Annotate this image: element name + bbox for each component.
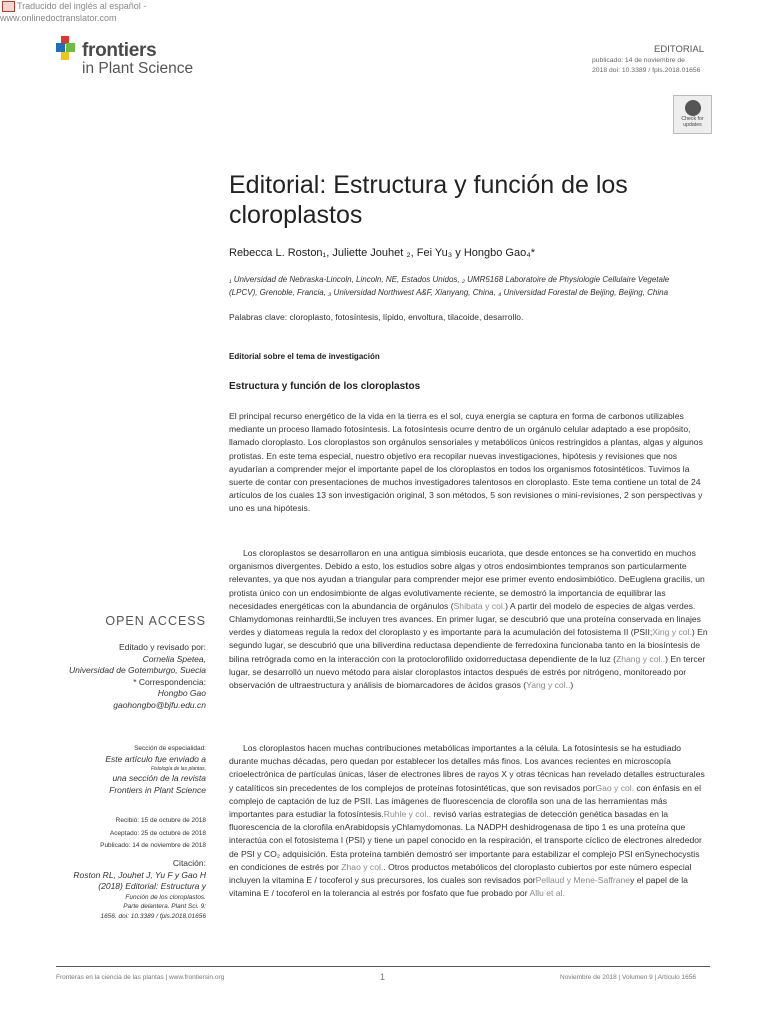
journal-logo (56, 34, 216, 80)
section-title: Estructura y función de los cloroplastos (229, 381, 421, 392)
received-date: Recibió: 15 de octubre de 2018 (115, 817, 206, 824)
research-topic[interactable]: Editorial sobre el tema de investigación (229, 352, 380, 361)
citation-line-5[interactable]: 1656. doi: 10.3389 / fpls.2018.01656 (100, 912, 206, 920)
page-number: 1 (380, 972, 386, 982)
citation-link[interactable]: Zhang y col.. (615, 653, 666, 664)
citation-link[interactable]: Ruhle y col.. (383, 809, 432, 820)
citation-line-2: (2018) Editorial: Estructura y (98, 881, 206, 891)
citation-link[interactable]: Zhao y col. (341, 861, 384, 872)
sidebar-citation (56, 858, 206, 921)
accepted-date: Aceptado: 25 de octubre de 2018 (109, 829, 206, 837)
editor-name[interactable]: Cornelia Spetea, (142, 653, 206, 664)
published-date-sidebar: Publicado: 14 de noviembre de 2018 (100, 842, 206, 849)
affiliations: ₁ Universidad de Nebraska-Lincoln, Lincoln, NE, Estados Unidos, ₂ UMR5168 Laboratoire de Physiologie Cellulaire Vegetale (LPCV), Grenoble, Francia, ₃ Universidad Northwest A&F, Xianyang, China, ₄ Universidad Forestal de Beijing, Beijing, China (229, 275, 670, 297)
paragraph-1: El principal recurso energético de la vida en la tierra es el sol, cuya energía se captura en forma de carbonos utilizables mediante un proceso llamado fotosíntesis. La fotosíntesis ocurre dentro de un orgánulo celular adaptado a ese propósito, llamado cloroplasto. Los cloroplastos son orgánulos sensoriales y metabólicos únicos restringidos a plantas, algas y algunos protistas. En este tema especial, nuestro objetivo era recopilar nuevas investigaciones, hipótesis y revisiones que nos ayudarían a comprender mejor el importante papel de los cloroplastos en todos los organismos fotosintéticos. Tuvimos la suerte de contar con presentaciones de muchos investigadores talentosos en cloroplasto. Este tema contiene un total de 24 artículos de los cuales 13 son investigación original, 3 son métodos, 5 son revisiones o mini-revisiones, 2 son perspectivas y uno es una hipótesis. (229, 411, 703, 514)
journal-name: frontiers (82, 40, 157, 61)
footer-issue: Noviembre de 2018 | Volumen 9 | Artículo 1656 (560, 974, 696, 981)
keywords: Palabras clave: cloroplasto, fotosíntesis, lípido, envoltura, tilacoide, desarrollo. (229, 312, 524, 322)
citation-line-3: Función de los cloroplastos. (125, 893, 206, 901)
translation-bar[interactable] (0, 0, 260, 23)
specialty-line-4: Frontiers in Plant Science (109, 784, 206, 795)
citation-link[interactable]: Gao y col. (595, 782, 635, 793)
citation-link[interactable]: Allu et al. (529, 888, 565, 899)
article-type: EDITORIAL (654, 44, 704, 55)
citation-link[interactable]: Xing y col. (652, 627, 692, 638)
translation-bar-text: Traducido del inglés al español - www.onlinedoctranslator.com (0, 1, 147, 23)
footer-divider (56, 966, 710, 967)
update-icon (685, 100, 701, 116)
footer-journal[interactable]: Fronteras en la ciencia de las plantas | www.frontiersin.org (56, 974, 225, 981)
citation-link[interactable]: Shibata y col. (453, 600, 506, 611)
translator-icon (2, 1, 15, 12)
sidebar-editors (56, 642, 206, 711)
citation-line-4: Parte delantera. Plant Sci. 9: (123, 903, 206, 910)
correspondence-email[interactable]: gaohongbo@bjfu.edu.cn (113, 699, 206, 710)
citation-label: Citación: (172, 858, 206, 868)
sidebar-specialty (56, 744, 206, 796)
edited-by-label: Editado y revisado por: (119, 642, 206, 652)
doi[interactable]: 2018 doi: 10.3389 / fpls.2018.01656 (592, 67, 701, 74)
open-access-label: OPEN ACCESS (105, 614, 206, 628)
specialty-line-1: Este artículo fue enviado a (105, 753, 206, 764)
specialty-label: Sección de especialidad: (134, 745, 206, 752)
journal-subtitle: in Plant Science (82, 60, 194, 77)
editor-affiliation: Universidad de Gotemburgo, Suecia (68, 665, 206, 675)
frontiers-logo-icon (56, 34, 82, 64)
paragraph-3: Los cloroplastos hacen muchas contribuciones metabólicas importantes a la célula. La fotosíntesis se ha estudiado durante muchas décadas, pero quedan por establecer los detalles más finos. Los avances recientes en microscopía crioelectrónica de partículas únicas, láser de electrones libres de rayos X y otras técnicas han revelado detalles estructurales y catalíticos sin precedentes de los complejos de proteínas fotosintéticas, que son revisados porGao y col. con énfasis en el complejo de captación de luz de PSII. Las imágenes de fluorescencia de clorofila son una de las herramientas más importantes para estudiar la fotosíntesis.Ruhle y col.. revisó varias estrategias de detección genética basadas en la fluorescencia de la clorofila enArabidopsis yChlamydomonas. La NADPH deshidrogenasa de tipo 1 es una proteína que interactúa con el fotosistema I (PSI) y tiene un papel conocido en la respiración, el transporte cíclico de electrones alrededor de PSI y CO₂ adquisición. Esta proteína también demostró ser importante para estabilizar el complejo PSI enSynechocystis en condiciones de estrés por Zhao y col.. Otros productos metabólicos del cloroplasto cubiertos por este número especial incluyen la vitamina E / tocoferol y sus precursores, los cuales son revisados porPellaud y Mene-Saffraney el papel de la vitamina E / tocoferol en la tolerancia al estrés por fosfato que fue probado por Allu et al. (229, 743, 705, 899)
citation-link[interactable]: Yang y col.. (526, 680, 571, 691)
citation-line-1: Roston RL, Jouhet J, Yu F y Gao H (73, 869, 206, 880)
check-for-updates-badge[interactable] (673, 95, 712, 134)
published-date: publicado: 14 de noviembre de (592, 57, 685, 64)
badge-line-2: updates (683, 121, 702, 128)
publication-meta (592, 56, 714, 76)
badge-line-1: Check for (681, 116, 704, 122)
specialty-line-2: Fisiología de las plantas, (150, 766, 206, 772)
citation-link[interactable]: Pellaud y Mene-Saffrane (535, 875, 631, 886)
article-title: Editorial: Estructura y función de los cloroplastos (229, 171, 628, 229)
specialty-line-3: una sección de la revista (112, 773, 206, 783)
correspondence-label: * Correspondencia: (133, 676, 206, 687)
correspondence-name: Hongbo Gao (157, 688, 206, 698)
paragraph-2: Los cloroplastos se desarrollaron en una antigua simbiosis eucariota, que desde entonces se ha convertido en muchos organismos divergentes. Debido a esto, los estudios sobre algas y otros endosimbiontes tempranos son particularmente relevantes, ya que nos ayudan a triangular para comprender mejor ese primer evento endosimbiótico. DeEuglena gracilis, un protista único con un endosimbionte de algas evolutivamente reciente, se demostró la importancia de equilibrar las necesidades energéticas con la abundancia de orgánulos (Shibata y col.) A partir del modelo de especies de algas verdes. Chlamydomonas reinhardtii,Se incluyen tres avances. En primer lugar, se descubrió que una proteína conservada en linajes verdes y diatomeas regula la redox del cloroplasto y es importante para la acumulación del fotosistema II (PSII;Xing y col.) En segundo lugar, se descubrió que una biliverdina reductasa dependiente de ferredoxina funcionaba tanto en la biosíntesis de bilina retrógrada como en la interacción con la protoclorofilido oxidorreductasa dependiente de la luz (Zhang y col..) En tercer lugar, se desarrolló un nuevo método para aislar cloroplastos intactos después de estrés por nitrógeno, monitoreado por observación de ultraestructura y análisis de biomarcadores de ácidos grasos (Yang y col..) (229, 548, 708, 691)
authors: Rebecca L. Roston₁, Juliette Jouhet ₂, Fei Yu₃ y Hongbo Gao₄* (229, 247, 535, 259)
sidebar-dates (56, 815, 206, 853)
